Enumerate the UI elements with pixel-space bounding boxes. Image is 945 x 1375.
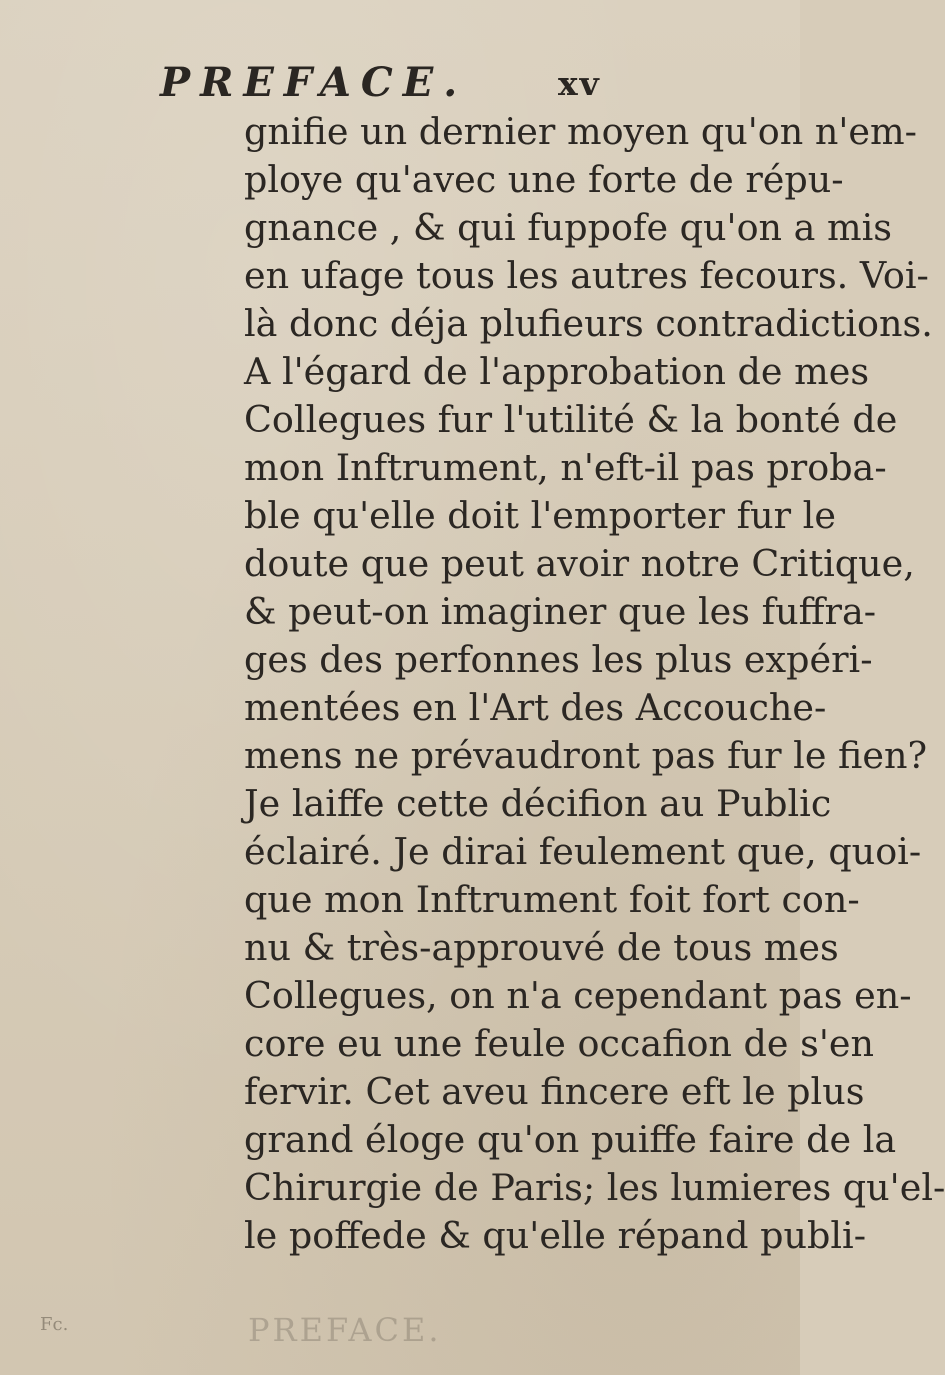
text-line: Chirurgie de Paris; les lumieres qu'el-	[244, 1166, 945, 1209]
text-line: Je laiffe cette décifion au Public	[244, 782, 832, 825]
text-line: mentées en l'Art des Accouche-	[244, 686, 827, 729]
text-line: grand éloge qu'on puiffe faire de la	[244, 1118, 897, 1161]
text-line: Collegues, on n'a cependant pas en-	[244, 974, 912, 1017]
text-line: core eu une feule occafion de s'en	[244, 1022, 874, 1065]
text-line: gnifie un dernier moyen qu'on n'em-	[244, 110, 917, 153]
text-line: là donc déja plufieurs contradictions.	[244, 302, 933, 345]
text-line: A l'égard de l'approbation de mes	[244, 350, 870, 393]
text-line: ble qu'elle doit l'emporter fur le	[244, 494, 836, 537]
text-line: en ufage tous les autres fecours. Voi-	[244, 254, 929, 297]
text-line: doute que peut avoir notre Critique,	[244, 542, 915, 585]
text-line: mon Inftrument, n'eft-il pas proba-	[244, 446, 887, 489]
text-line: Collegues fur l'utilité & la bonté de	[244, 398, 898, 441]
text-line: mens ne prévaudront pas fur le fien?	[244, 734, 928, 777]
page-header	[0, 58, 800, 108]
margin-note: Fc.	[40, 1314, 69, 1335]
text-line: & peut-on imaginer que les fuffra-	[244, 590, 877, 633]
bleed-through-text: PREFACE.	[248, 1311, 442, 1349]
text-line: ploye qu'avec une forte de répu-	[244, 158, 844, 201]
text-line: fervir. Cet aveu fincere eft le plus	[244, 1070, 865, 1113]
page-number: xv	[558, 64, 601, 103]
text-line: éclairé. Je dirai feulement que, quoi-	[244, 830, 922, 873]
running-title: PREFACE.	[160, 59, 468, 106]
text-line: le poffede & qu'elle répand publi-	[244, 1214, 867, 1257]
text-line: gnance , & qui fuppofe qu'on a mis	[244, 206, 893, 249]
text-line: nu & très-approuvé de tous mes	[244, 926, 839, 969]
text-line: que mon Inftrument foit fort con-	[244, 878, 860, 921]
text-line: ges des perfonnes les plus expéri-	[244, 638, 873, 681]
